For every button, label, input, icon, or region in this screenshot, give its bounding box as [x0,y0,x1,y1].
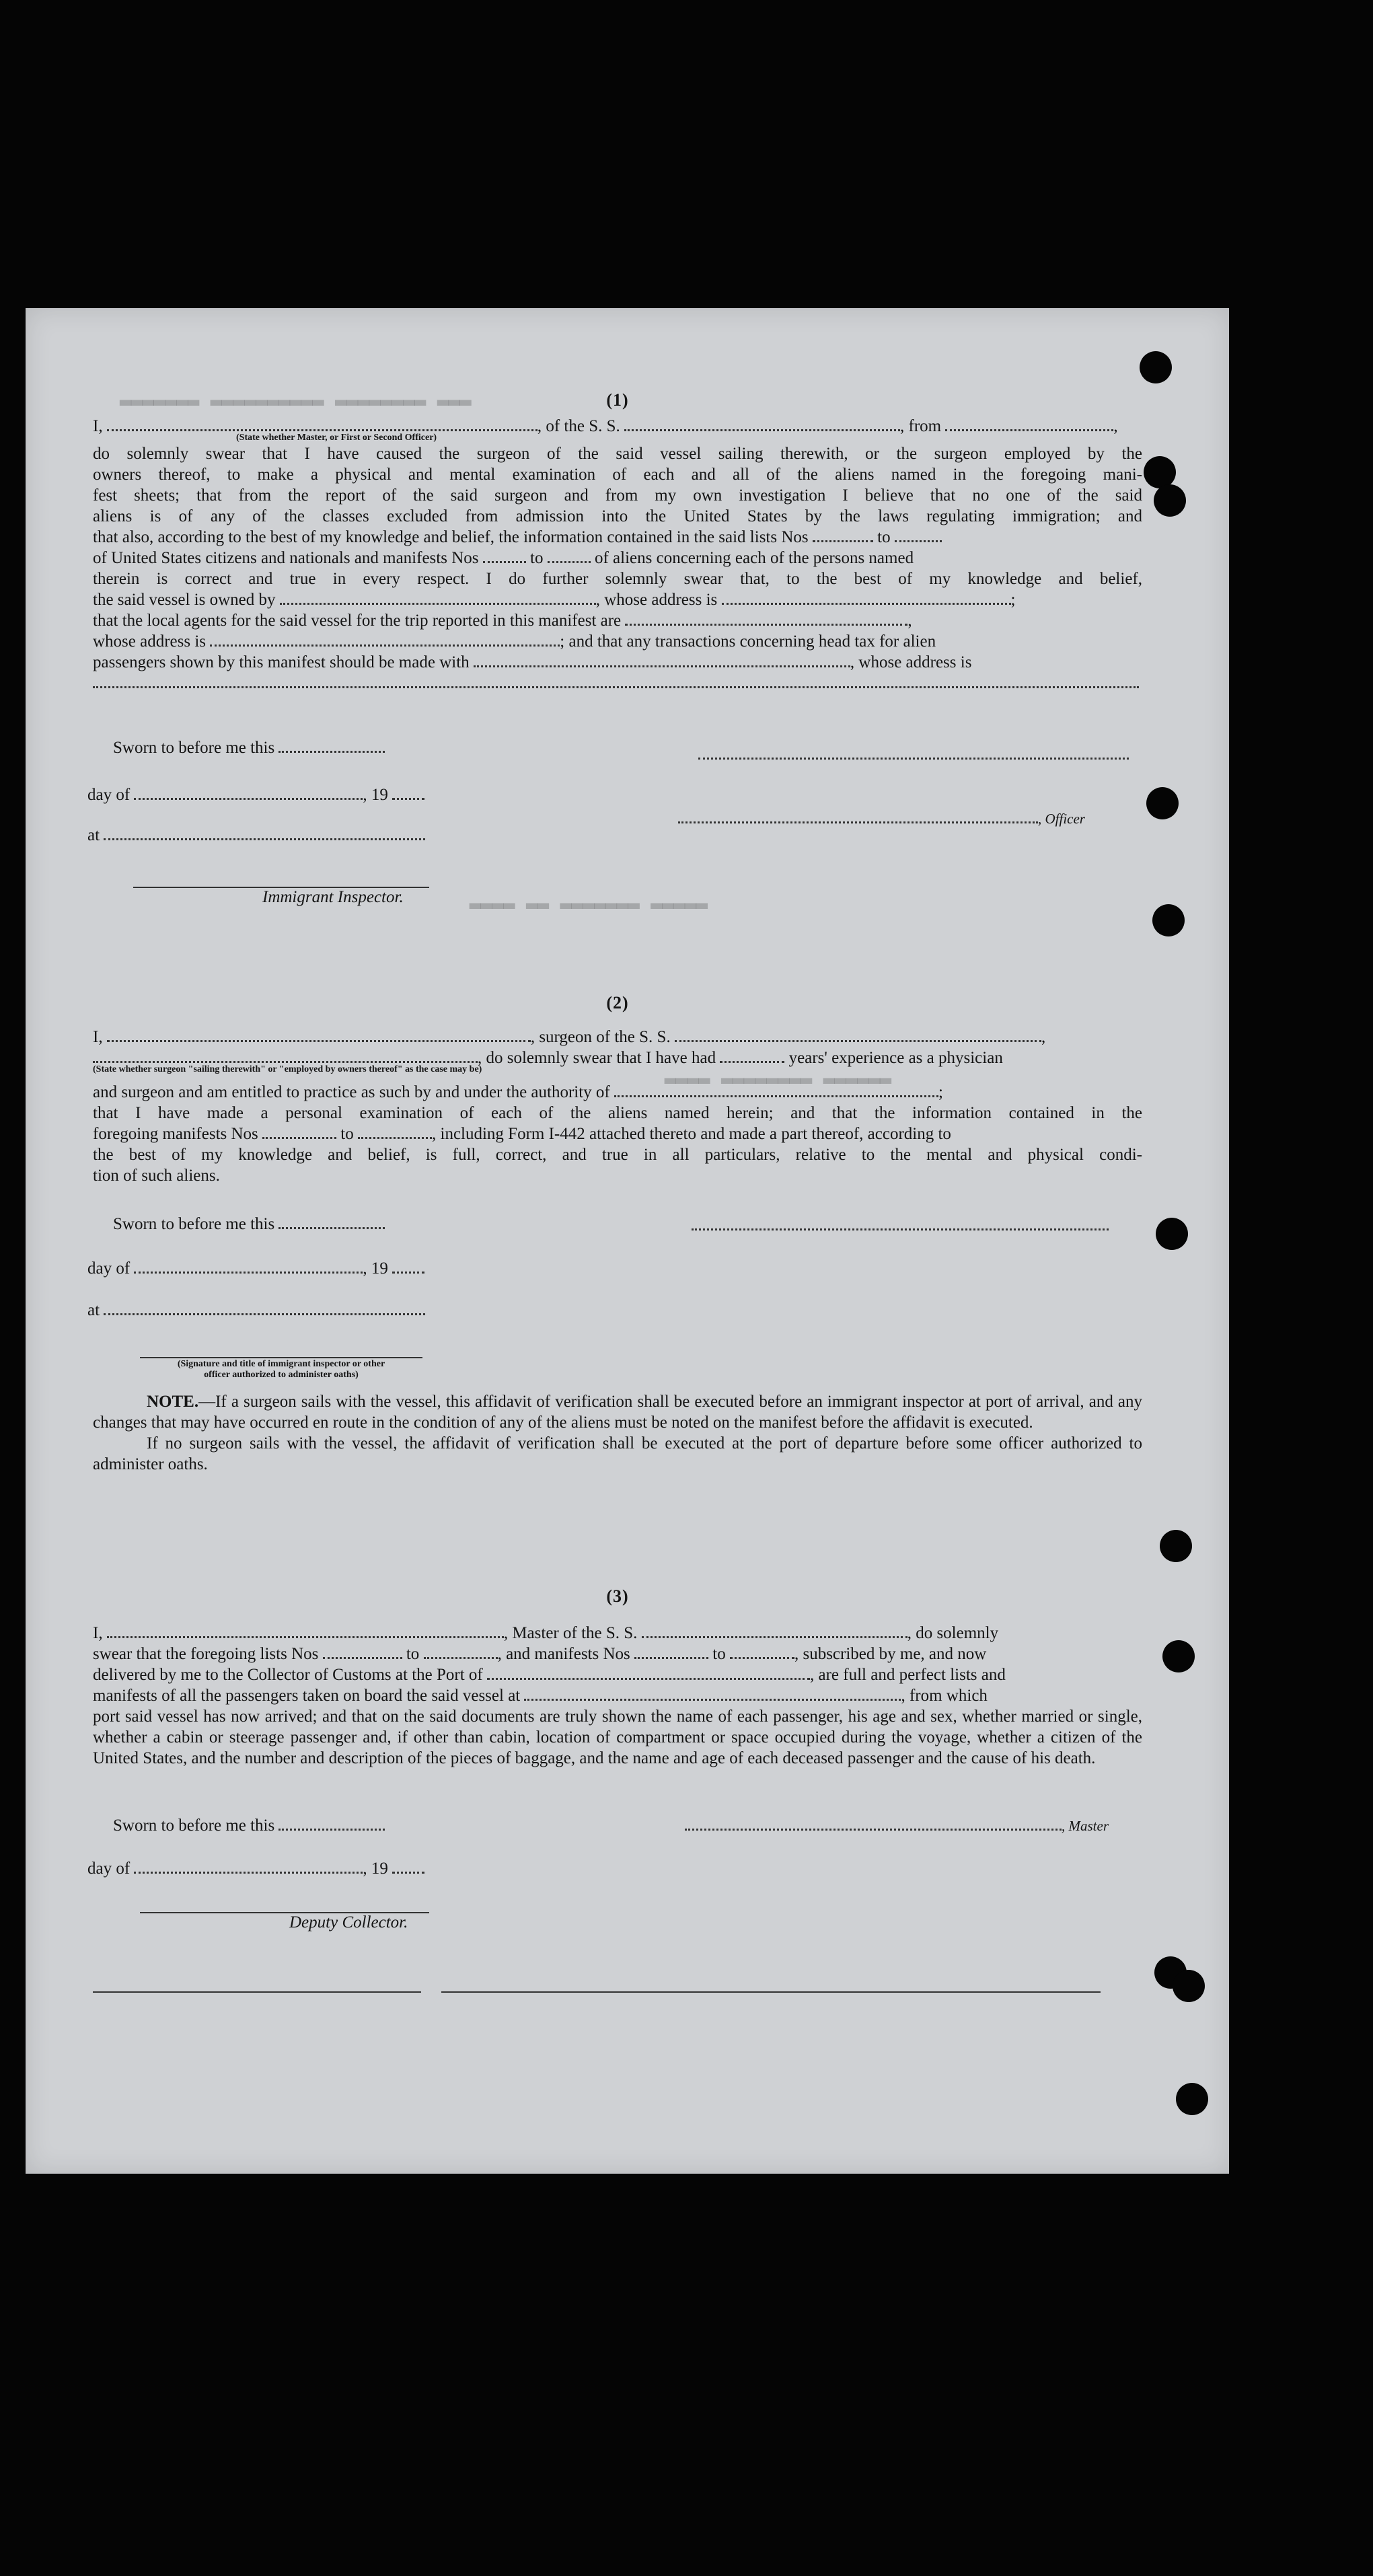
surgeon-signature-field[interactable] [692,1216,1109,1230]
section-number: (2) [606,993,629,1013]
punch-hole [1146,787,1179,819]
oath-line: that also, according to the best of my knowledge and belief, the information contained in the said lists Nos [93,528,809,546]
sworn-date-field[interactable] [279,739,385,753]
section-number: (3) [606,1586,629,1606]
citizen-lists-to-field[interactable] [895,528,942,542]
collector-label: Deputy Collector. [289,1913,408,1931]
affiant-prefix: I, [93,417,103,435]
master-affidavit-section: (1) I, , of the S. S. , from , (State whether Master, or First or Second Officer) do solemnly swear that I have caused the surgeon of the said vessel sailing therewith, or the surgeon employed by the owners thereof, to make a physical and mental examination of each and all of the aliens named in the foregoing mani- fest sheets; that from the report of the said surgeon and from my own investigation I believe that no one of the said aliens is of any of the classes excluded from admission into the United States by the laws regulating immigration; and that also, according to the best of my knowledge and belief, the information contained in the said lists Nos to of United States citizens and nationals and manifests Nos to of aliens concerning each of the persons named therein is correct and true in every respect. I do further solemnly swear that, to the best of my knowledge and belief, the said vessel is owned by , whose address is ; that the local agents for the said vessel for the trip reported in this manifest are , whose address is ; and that any transactions concerning head tax for alien passengers shown by this manifest should be made with , whose address is [93,390,1142,694]
sworn-date-field[interactable] [279,1215,385,1229]
master-rank-note: (State whether Master, or First or Second Officer) [236,433,437,443]
day-label: day of [87,786,131,804]
surgeon-note [93,1391,1142,1475]
agent-address-field[interactable] [210,632,560,647]
at-label: at [87,826,100,844]
surgeon-manifests-to-field[interactable] [358,1125,432,1139]
punch-hole [1144,456,1176,488]
surgeon-vessel-label: , surgeon of the S. S. [530,1028,671,1046]
port-of-arrival-field[interactable] [487,1666,810,1680]
day-month-field[interactable] [134,1259,363,1274]
master-label: , Master [1062,1818,1109,1834]
surgeon-name-field[interactable] [107,1028,531,1042]
section-number: (1) [606,390,629,410]
footer-rule-right [441,1987,1101,1993]
manifest-verification-sheet: ▂▂▂ ▂▂▂▂▂▂▂▂ ▂▂▂▂▂▂▂▂▂▂ ▂▂▂▂▂▂▂ ▂▂▂▂ ▂▂ ▂▂▂▂▂▂▂ ▂▂▂▂▂ ▂▂▂▂ ▂▂▂▂▂▂▂▂ ▂▂▂▂▂▂ (1) I, , of the S. S. , from , (State whether Master, or First or Second Officer) do solemnly swear that I have caused the surgeon of the said vessel sailing therewith, or the surgeon employed by the owners thereof, to make a physical and mental examination of each and all of the aliens named in the foregoing mani- fest sheets; that from the report of the said surgeon and from my own investigation I believe that no one of the said aliens is of any of the classes excluded from admission into the United States by the laws regulating immigration; and that also, according to the best of my knowledge and belief, the information contained in the said lists Nos to of United States citizens and nationals and manifests Nos to of aliens concerning each of the persons named therein is correct and true in every respect. I do further solemnly swear that, to the best of my knowledge and belief, the said vessel is owned by , whose address is ; that the local agents for the said vessel for the trip reported in this manifest are , whose address is ; and that any transactions concerning head tax for alien passengers shown by this manifest should be made with , whose address is Sworn to before me this day of , 19 , Officer at Immigrant Inspector. (2) I, , surgeon of the S. S. , , do solemnly swear that I have had years' experience as a physician (State whether surgeon "sailing therewith" or "employed by owners thereof" as the case may be) and surgeon and am entitled to practice as such by and under the authority of ; that I have made a personal examination of each of the aliens named herein; and that the information contained in the foregoing manifests Nos to , including Form I-442 attached thereto and made a part thereof, according to the best of my knowledge and belief, is full, correct, and true in all particulars, relative to the mental and physical condi- tion of such aliens. Sworn to before me this day of , 19 at (Signature and title of immigrant inspector or other officer authorized to administer oaths) NOTE.—If a surgeon sails with the vessel, this affidavit of verification shall be executed before an immigrant inspector at port of arrival, and any changes that may have occurred en route in the condition of any of the aliens must be noted on the manifest before the affidavit is executed. If no surgeon sails with the vessel, the affidavit of verification shall be executed at the port of departure before some officer authorized to administer oaths. (3) I, , Master of the S. S. , do solemnly swear that the foregoing lists Nos to , and manifests Nos to , subscribed by me, and now delivered by me to the Collector of Customs at the Port of , are full and perfect lists and manifests of all the passengers taken on board the said vessel at , from which port said vessel has now arrived; and that on the said documents are truly shown the name of each passenger, his age and sex, whether married or single, whether a cabin or steerage passenger and, if other than cabin, location of compartment or space occupied during the voyage, whether a citizen of the United States, and the number and description of the pieces of baggage, and the name and age of each deceased passenger and the cause of his death. Sworn to before me this , Master day of , 19 Deputy Collector. [26,308,1229,2174]
collector-affidavit-section: (3) I, , Master of the S. S. , do solemnly swear that the foregoing lists Nos to , and manifests Nos to , subscribed by me, and now delivered by me to the Collector of Customs at the Port of , are full and perfect lists and manifests of all the passengers taken on board the said vessel at , from which port said vessel has now arrived; and that on the said documents are truly shown the name of each passenger, his age and sex, whether married or single, whether a cabin or steerage passenger and, if other than cabin, location of compartment or space occupied during the voyage, whether a citizen of the United States, and the number and description of the pieces of baggage, and the name and age of each deceased passenger and the cause of his death. [93,1586,1142,1767]
punch-hole [1176,2083,1208,2115]
master-signature-field[interactable] [685,1816,1062,1831]
vessel-label: , of the S. S. [537,417,620,435]
signature-title-note: (Signature and title of immigrant inspector or other officer authorized to administer oaths) [177,1359,385,1380]
sworn-label: Sworn to before me this [113,739,275,757]
oath-line: do solemnly swear that I have caused the surgeon of the said vessel sailing therewith, or the surgeon employed by the [93,445,1142,463]
bleed-through-shadow: ▂▂▂ ▂▂▂▂▂▂▂▂ ▂▂▂▂▂▂▂▂▂▂ ▂▂▂▂▂▂▂ [120,386,472,407]
sworn-place-field[interactable] [104,1301,425,1315]
master-name-field[interactable] [107,417,537,431]
punch-hole [1154,484,1186,517]
years-experience-field[interactable] [720,1049,784,1063]
oath-line: owners thereof, to make a physical and mental examination of each and all of the aliens named in the foregoing mani- [93,466,1142,484]
port-of-embarkation-field[interactable] [524,1687,901,1701]
punch-hole [1156,1218,1188,1250]
bleed-through-shadow: ▂▂▂▂ ▂▂▂▂▂▂▂▂ ▂▂▂▂▂▂ [665,1064,892,1085]
local-agents-field[interactable] [625,612,907,626]
officer-signature-field[interactable] [678,809,1038,823]
oath-line: fest sheets; that from the report of the said surgeon and from my own investigation I believe that no one of the said [93,486,1142,505]
manifests-from-field[interactable] [634,1645,708,1659]
collector-oath-body: port said vessel has now arrived; and that on the said documents are truly shown the name of each passenger, his age and sex, whether married or single, whether a cabin or steerage passenger and, if other than cabin, location of compartment or space occupied during the voyage, whether a citizen of the United States, and the number and description of the pieces of baggage, and the name and age of each deceased passenger and the cause of his death. [93,1707,1142,1767]
lists-to-field[interactable] [424,1645,498,1659]
oath-line: the best of my knowledge and belief, is full, correct, and true in all particulars, relative to the mental and physical condi- [93,1146,1142,1164]
inspector-signature-line[interactable] [133,873,429,888]
manifests-to-field[interactable] [730,1645,794,1659]
citizen-lists-from-field[interactable] [813,528,873,542]
surgeon-affidavit-section: (2) I, , surgeon of the S. S. , , do solemnly swear that I have had years' experience as a physician (State whether surgeon "sailing therewith" or "employed by owners thereof" as the case may be) and surgeon and am entitled to practice as such by and under the authority of ; that I have made a personal examination of each of the aliens named herein; and that the information contained in the foregoing manifests Nos to , including Form I-442 attached thereto and made a part thereof, according to the best of my knowledge and belief, is full, correct, and true in all particulars, relative to the mental and physical condi- tion of such aliens. [93,993,1142,1185]
oath-line: tion of such aliens. [93,1167,220,1185]
manifests-from-field[interactable] [483,549,526,563]
punch-hole [1152,904,1185,936]
punch-hole [1160,1530,1192,1562]
note-text: —If a surgeon sails with the vessel, this affidavit of verification shall be executed before an immigrant inspector at port of arrival, and any changes that may have occurred en route in the condition of any of the aliens must be noted on the manifest before the affidavit is executed. [93,1393,1142,1432]
surgeon-capacity-note: (State whether surgeon "sailing therewith" or "employed by owners thereof" as the case may be) [93,1064,482,1074]
inspector-signature-line[interactable] [140,1348,422,1358]
manifests-to-field[interactable] [548,549,591,563]
head-tax-contact-field[interactable] [474,653,850,667]
sworn-date-field[interactable] [279,1816,385,1831]
year-field[interactable] [392,786,424,800]
officer-label: , Officer [1038,811,1085,827]
inspector-label: Immigrant Inspector. [262,888,404,906]
vessel-name-field[interactable] [624,417,900,431]
vessel-owner-field[interactable] [280,591,596,605]
surgeon-manifests-from-field[interactable] [262,1125,336,1139]
vessel-name-field[interactable] [642,1624,907,1638]
day-month-field[interactable] [134,786,363,800]
head-tax-address-field[interactable] [93,674,1139,688]
owner-address-field[interactable] [722,591,1011,605]
surgeon-capacity-field[interactable] [93,1049,478,1063]
collector-signature-line[interactable] [140,1903,429,1913]
oath-line: therein is correct and true in every respect. I do further solemnly swear that, to the best of my knowledge and belief, [93,570,1142,588]
oath-line: of United States citizens and nationals and manifests Nos [93,549,479,567]
year-field[interactable] [392,1259,424,1274]
punch-hole [1173,1970,1205,2002]
punch-hole [1140,351,1172,383]
lists-from-field[interactable] [323,1645,402,1659]
practice-authority-field[interactable] [614,1083,938,1097]
master-name-field[interactable] [107,1624,504,1638]
punch-hole [1162,1640,1195,1672]
oath-line: aliens is of any of the classes excluded from admission into the United States by the laws regulating immigration; and [93,507,1142,525]
officer-extra-line [698,745,1129,760]
bleed-through-shadow: ▂▂▂▂ ▂▂ ▂▂▂▂▂▂▂ ▂▂▂▂▂ [470,889,708,910]
note-text-2: If no surgeon sails with the vessel, the affidavit of verification shall be executed at the port of departure before some officer authorized to administer oaths. [93,1434,1142,1473]
footer-rule-left [93,1987,421,1993]
oath-line: that I have made a personal examination of each of the aliens named herein; and that the information contained in the [93,1104,1142,1122]
sworn-place-field[interactable] [104,826,425,840]
day-month-field[interactable] [134,1860,363,1874]
year-field[interactable] [392,1860,424,1874]
note-label: NOTE. [147,1393,199,1411]
departure-port-field[interactable] [945,417,1113,431]
from-label: , from [900,417,942,435]
surgeon-vessel-field[interactable] [675,1028,1041,1042]
